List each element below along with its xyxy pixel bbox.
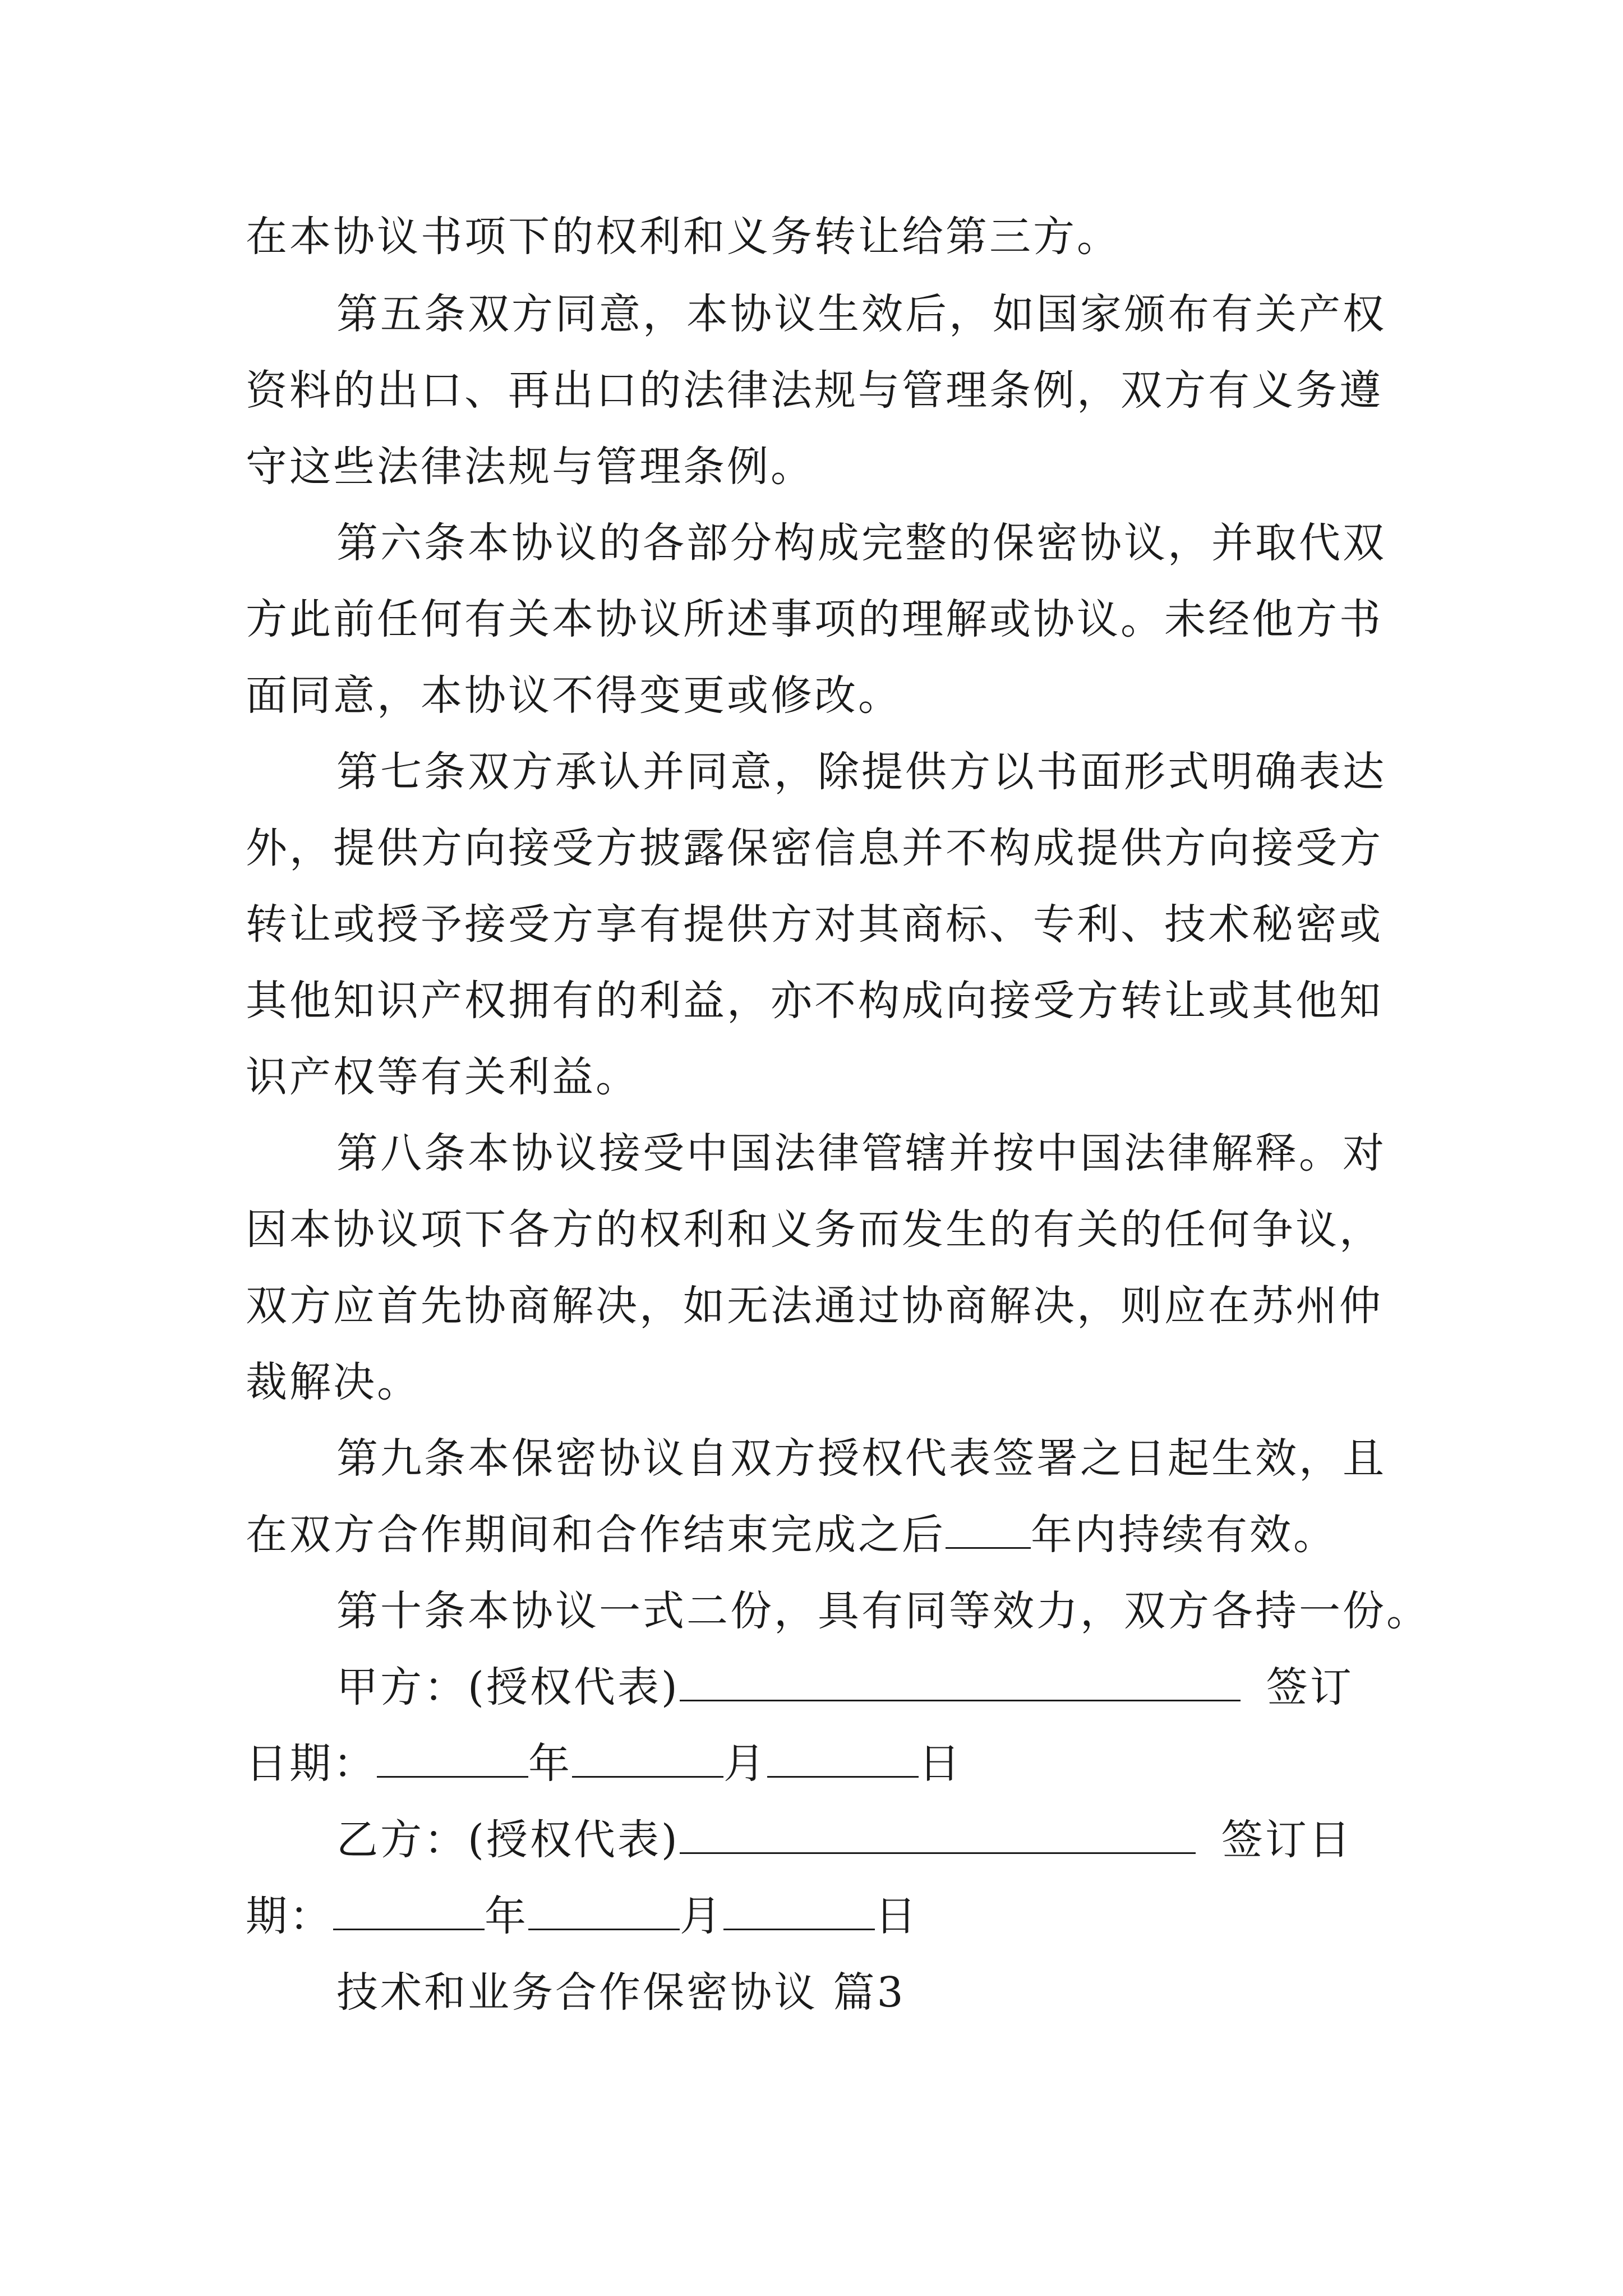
- paragraph-line: 守这些法律法规与管理条例。: [246, 443, 814, 491]
- paragraph-line: 识产权等有关利益。: [246, 1053, 639, 1101]
- party-a-line: [336, 1654, 1354, 1721]
- paragraph-line: 资料的出口、再出口的法律法规与管理条例，双方有义务遵: [246, 366, 1383, 415]
- year-label: 年: [485, 1892, 528, 1940]
- paragraph-line: 裁解决。: [246, 1358, 421, 1406]
- party-a-date-line: [246, 1730, 962, 1797]
- party-a-label: 甲方：(授权代表): [336, 1663, 680, 1711]
- party-b-label: 乙方：(授权代表): [336, 1816, 680, 1864]
- paragraph-line: 双方应首先协商解决，如无法通过协商解决，则应在苏州仲: [246, 1282, 1383, 1330]
- year-field: [377, 1730, 528, 1778]
- paragraph-line: 第十条本协议一式二份，具有同等效力，双方各持一份。: [336, 1587, 1430, 1635]
- day-label: 日: [919, 1740, 962, 1788]
- date-label: 期：: [246, 1892, 333, 1940]
- paragraph-line: 其他知识产权拥有的利益，亦不构成向接受方转让或其他知: [246, 977, 1383, 1025]
- paragraph-line: [246, 1501, 1337, 1568]
- paragraph-line: 在本协议书项下的权利和义务转让给第三方。: [246, 213, 1121, 261]
- paragraph-line: 方此前任何有关本协议所述事项的理解或协议。未经他方书: [246, 595, 1383, 643]
- paragraph-line: 因本协议项下各方的权利和义务而发生的有关的任何争议，: [246, 1205, 1383, 1254]
- month-field: [528, 1883, 680, 1930]
- party-a-signature-field: [680, 1654, 1241, 1701]
- section-heading: 技术和业务合作保密协议 篇3: [336, 1968, 906, 2017]
- party-b-date-line: [246, 1883, 919, 1950]
- paragraph-line: 第九条本保密协议自双方授权代表签署之日起生效，且: [336, 1434, 1386, 1483]
- year-label: 年: [528, 1740, 572, 1788]
- month-label: 月: [723, 1740, 767, 1788]
- day-label: 日: [875, 1892, 919, 1940]
- term-text-after: 年内持续有效。: [1031, 1511, 1337, 1559]
- party-b-line: [336, 1806, 1353, 1874]
- paragraph-line: 面同意，本协议不得变更或修改。: [246, 671, 902, 720]
- paragraph-line: 第八条本协议接受中国法律管辖并按中国法律解释。对: [336, 1129, 1386, 1177]
- party-b-signature-field: [680, 1806, 1196, 1854]
- sign-date-label: 签订: [1266, 1663, 1354, 1711]
- month-field: [572, 1730, 723, 1778]
- blank-field-years: [946, 1501, 1031, 1549]
- paragraph-line: 第五条双方同意，本协议生效后，如国家颁布有关产权: [336, 290, 1386, 338]
- paragraph-line: 第六条本协议的各部分构成完整的保密协议，并取代双: [336, 519, 1386, 567]
- day-field: [767, 1730, 919, 1778]
- day-field: [723, 1883, 875, 1930]
- date-label: 日期：: [246, 1740, 377, 1788]
- month-label: 月: [680, 1892, 723, 1940]
- paragraph-line: 转让或授予接受方享有提供方对其商标、专利、技术秘密或: [246, 900, 1383, 949]
- year-field: [333, 1883, 485, 1930]
- term-text-before: 在双方合作期间和合作结束完成之后: [246, 1511, 946, 1559]
- paragraph-line: 第七条双方承认并同意，除提供方以书面形式明确表达: [336, 748, 1386, 796]
- paragraph-line: 外，提供方向接受方披露保密信息并不构成提供方向接受方: [246, 824, 1383, 872]
- sign-date-label: 签订日: [1221, 1816, 1353, 1864]
